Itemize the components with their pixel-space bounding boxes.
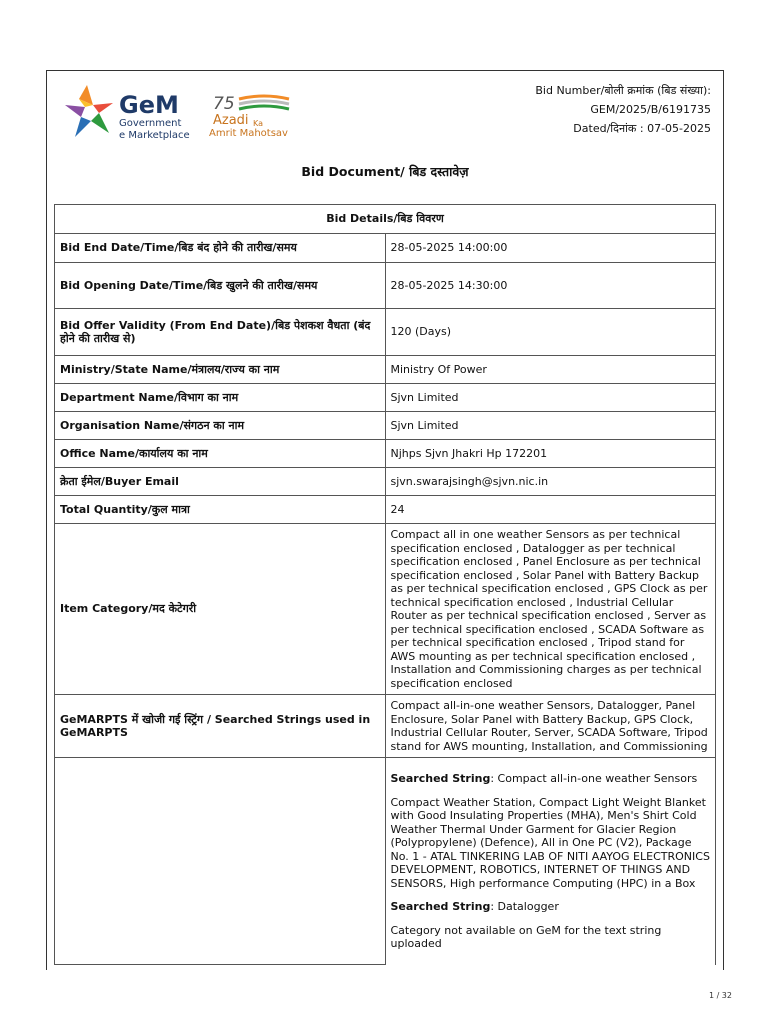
searched-string-label: Searched String	[390, 900, 491, 913]
table-row	[55, 468, 716, 496]
row-label: Bid Opening Date/Time/बिड खुलने की तारीख/समय	[55, 263, 386, 309]
row-value: Njhps Sjvn Jhakri Hp 172201	[385, 440, 716, 468]
row-label: Bid Offer Validity (From End Date)/बिड पेशकश वैधता (बंद होने की तारीख से)	[55, 309, 386, 356]
table-row	[55, 356, 716, 384]
row-label: Ministry/State Name/मंत्रालय/राज्य का नाम	[55, 356, 386, 384]
row-label: Total Quantity/कुल मात्रा	[55, 496, 386, 524]
table-heading-row	[55, 205, 716, 234]
search-result-1: Compact Weather Station, Compact Light Weight Blanket with Good Insulating Properties (MHA), Men's Shirt Cold Weather Thermal Under Garment for Glacier Region (Polypropylene) (Defence), All in One PC (V2), Package No. 1 - ATAL TINKERING LAB OF NITI AAYOG ELECTRONICS DEVELOPMENT, ROBOTICS, INTERNET OF THINGS AND SENSORS, High performance Computing (HPC) in a Box	[390, 795, 710, 890]
azadi-line-1: Azadi	[213, 113, 249, 128]
table-row	[55, 524, 716, 695]
row-label: Office Name/कार्यालय का नाम	[55, 440, 386, 468]
row-label: Item Category/मद केटेगरी	[55, 524, 386, 695]
table-row	[55, 384, 716, 412]
table-row	[55, 695, 716, 758]
row-value: Compact all in one weather Sensors as per technical specification enclosed , Datalogger as per technical specification enclosed , Panel Enclosure as per technical specification enclosed , Solar Panel with Battery Backup as per technical specification enclosed , GPS Clock as per technical specification enclosed , Industrial Cellular Router as per technical specification enclosed , Server as per technical specification enclosed , SCADA Software as per technical specification enclosed , Tripod stand for AWS mounting as per technical specification enclosed , Installation and Commissioning charges as per technical specification enclosed	[385, 524, 716, 695]
search-results	[385, 758, 716, 965]
azadi-ka-amrit-mahotsav-logo	[209, 91, 339, 141]
table-row	[55, 496, 716, 524]
row-label: GeMARPTS में खोजी गई स्ट्रिंग / Searched Strings used in GeMARPTS	[55, 695, 386, 758]
search-block-2	[391, 900, 711, 914]
azadi-number: 75	[213, 94, 235, 114]
row-value: 24	[385, 496, 716, 524]
row-label-empty	[55, 758, 386, 965]
gem-logo	[65, 83, 215, 143]
table-row	[55, 234, 716, 263]
row-value: 120 (Days)	[385, 309, 716, 356]
row-value: sjvn.swarajsingh@sjvn.nic.in	[385, 468, 716, 496]
search-block-1	[391, 772, 711, 786]
bid-details-table	[54, 204, 716, 965]
table-row	[55, 263, 716, 309]
table-row	[55, 412, 716, 440]
table-row	[55, 309, 716, 356]
bid-info	[535, 81, 711, 138]
row-label: क्रेता ईमेल/Buyer Email	[55, 468, 386, 496]
row-value: 28-05-2025 14:30:00	[385, 263, 716, 309]
document-header	[47, 71, 723, 201]
logo-title: GeM	[119, 91, 179, 119]
search-result-2: Category not available on GeM for the text string uploaded	[390, 923, 662, 950]
flag-stripes-icon	[239, 96, 289, 109]
searched-string-value: : Datalogger	[490, 900, 559, 913]
logo-subtitle-1: Government	[119, 118, 182, 129]
bid-number-label: Bid Number/बोली क्रमांक (बिड संख्या):	[535, 84, 711, 97]
dated: Dated/दिनांक : 07-05-2025	[573, 122, 711, 135]
row-value: Ministry Of Power	[385, 356, 716, 384]
page-number: 1 / 32	[708, 991, 732, 1000]
azadi-ka: Ka	[253, 119, 264, 128]
table-row	[55, 758, 716, 965]
row-value: Sjvn Limited	[385, 384, 716, 412]
row-value: Compact all-in-one weather Sensors, Datalogger, Panel Enclosure, Solar Panel with Battery Backup, GPS Clock, Industrial Cellular Router, Server, SCADA Software, Tripod stand for AWS mounting, Installation, and Commissioning	[385, 695, 716, 758]
bid-number: GEM/2025/B/6191735	[590, 103, 711, 116]
gem-star-icon	[65, 85, 113, 137]
row-label: Department Name/विभाग का नाम	[55, 384, 386, 412]
document-title: Bid Document/ बिड दस्तावेज़	[301, 164, 469, 179]
logo-subtitle-2: e Marketplace	[119, 130, 190, 141]
row-value: 28-05-2025 14:00:00	[385, 234, 716, 263]
row-value: Sjvn Limited	[385, 412, 716, 440]
searched-string-value: : Compact all-in-one weather Sensors	[490, 772, 698, 785]
row-label: Organisation Name/संगठन का नाम	[55, 412, 386, 440]
row-label: Bid End Date/Time/बिड बंद होने की तारीख/समय	[55, 234, 386, 263]
table-row	[55, 440, 716, 468]
azadi-line-2: Amrit Mahotsav	[209, 128, 288, 139]
bid-document-page	[46, 70, 724, 970]
table-heading: Bid Details/बिड विवरण	[55, 205, 716, 234]
searched-string-label: Searched String	[390, 772, 491, 785]
